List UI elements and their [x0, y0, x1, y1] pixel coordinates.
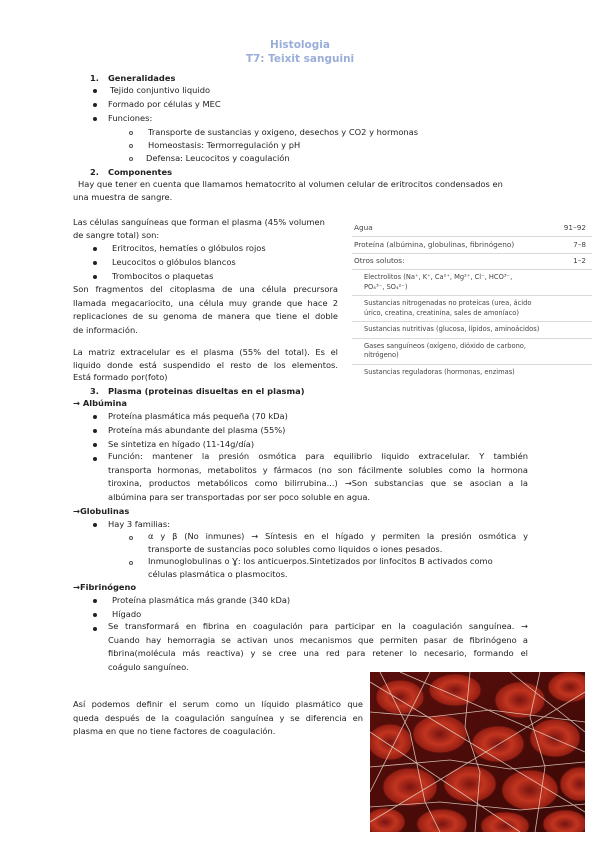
serum-paragraph	[73, 698, 363, 739]
list-item: Leucocitos o glóbulos blancos	[112, 257, 236, 267]
bullet-icon	[93, 117, 97, 121]
table-row	[352, 322, 592, 339]
fibrinogen-coagulation	[108, 620, 528, 674]
blood-clot-image	[370, 672, 585, 832]
table-row	[352, 339, 592, 365]
section-title: Plasma (proteinas disueltas en el plasma)	[108, 386, 305, 396]
paragraph-line: fibrina(molécula más reactiva) y se cree una red para retener lo necesario, formando el	[108, 648, 528, 658]
table-cell: 7–8	[573, 240, 586, 249]
list-item: Tejido conjuntivo liquido	[110, 85, 211, 95]
table-cell: Sustancias nutritivas (glucosa, lípidos, aminoácidos)	[364, 325, 540, 333]
paragraph-line: transporta hormonas, metabolitos y fármacos (no son fácilmente solubles como la hormona	[108, 464, 528, 475]
paragraph-line: Las células sanguíneas que forman el plasma (45% volumen	[73, 217, 325, 227]
sub-bullet-icon	[129, 536, 133, 540]
bullet-icon	[93, 275, 97, 279]
paragraph-line: de información.	[73, 324, 138, 335]
sub-bullet-icon	[129, 131, 133, 135]
table-row	[352, 365, 592, 381]
paragraph-line: Función: mantener la presión osmótica para equilibrio liquido extracelular. Y también	[108, 451, 528, 461]
list-item: Se sintetiza en hígado (11-14g/día)	[108, 439, 255, 449]
sub-list-item: Transporte de sustancias y oxigeno, desechos y CO2 y hormonas	[148, 127, 419, 137]
paragraph-line: replicaciones de su genoma de manera que tiene el doble	[73, 311, 338, 321]
sub-bullet-icon	[129, 561, 133, 565]
table-cell: 91–92	[563, 223, 586, 232]
bullet-icon	[93, 89, 97, 93]
table-cell: Otros solutos:	[354, 256, 405, 265]
paragraph-line: α y β (No inmunes) → Síntesis en el hígado y permiten la presión osmótica y	[148, 531, 528, 541]
albumin-function	[108, 450, 528, 504]
sub-bullet-icon	[129, 144, 133, 148]
list-item: Eritrocitos, hematíes o glóbulos rojos	[112, 243, 266, 253]
paragraph-line: Así podemos definir el serum como un líquido plasmático que	[73, 699, 363, 709]
paragraph-line: liquido donde está suspendido el resto de los elementos.	[73, 359, 338, 370]
bullet-icon	[93, 613, 97, 617]
document-subtitle: T7: Teixit sanguini	[245, 53, 355, 65]
list-item: Proteína plasmática más grande (340 kDa)	[112, 595, 291, 605]
table-row	[352, 270, 592, 296]
section-number: 2.	[90, 167, 99, 177]
blood-clot-illustration	[370, 672, 585, 832]
list-item: Hígado	[112, 609, 142, 619]
paragraph-line: Son fragmentos del citoplasma de una célula precursora	[73, 284, 338, 294]
globulins-gamma	[148, 555, 533, 581]
list-item: Trombocitos o plaquetas	[112, 271, 214, 281]
paragraph-line: células plasmática o plasmocitos.	[148, 569, 288, 579]
list-item: Hay 3 familias:	[108, 519, 170, 529]
paragraph-line: Cuando hay hemorragia se activan unos mecanismos que permiten pasar de fibrinógeno a	[108, 634, 528, 645]
table-cell: Electrolitos (Na⁺, K⁺, Ca²⁺, Mg²⁺, Cl⁻, HCO³⁻,	[364, 273, 513, 281]
list-item: Proteína más abundante del plasma (55%)	[108, 425, 286, 435]
bullet-icon	[93, 443, 97, 447]
table-cell: 1–2	[573, 256, 586, 265]
table-cell: PO₄³⁻, SO₄²⁻)	[364, 282, 408, 291]
plasma-composition-table	[352, 222, 592, 380]
table-row	[352, 296, 592, 322]
table-row	[352, 254, 592, 270]
paragraph-line: queda después de la coagulación sanguínea y se diferencia en	[73, 712, 363, 723]
paragraph-line: tiroxina, productos metabólicos como bilirrubina...) →Son substancias que se asocian a la	[108, 478, 528, 488]
paragraph-line: Se transformará en fibrina en coagulación para participar en la coagulación sanguínea. →	[108, 621, 528, 631]
bullet-icon	[93, 415, 97, 419]
table-cell: Gases sanguíneos (oxígeno, dióxido de carbono,	[364, 341, 527, 350]
subsection-title: →Fibrinógeno	[73, 582, 137, 592]
paragraph-line: plasma en que no tiene factores de coagulación.	[73, 726, 276, 736]
bullet-icon	[93, 429, 97, 433]
paragraph-line: coágulo sanguíneo.	[108, 661, 189, 672]
paragraph-line: una muestra de sangre.	[73, 192, 173, 202]
paragraph-line: Hay que tener en cuenta que llamamos hematocrito al volumen celular de eritrocitos condensados en	[78, 179, 503, 189]
sub-bullet-icon	[129, 157, 133, 161]
table-row	[352, 237, 592, 254]
list-item: Proteína plasmática más pequeña (70 kDa)	[108, 411, 288, 421]
table-cell: úrico, creatina, creatinina, sales de amoníaco)	[364, 308, 520, 317]
sub-list-item: Defensa: Leucocitos y coagulación	[146, 153, 290, 163]
globulins-alpha-beta	[148, 530, 528, 556]
subsection-title: →Globulinas	[73, 506, 130, 516]
section-title: Generalidades	[108, 73, 176, 83]
paragraph-line: Inmunoglobulinas o Ɣ: los anticuerpos.Sintetizados por linfocitos B activados como	[148, 556, 493, 566]
bullet-icon	[93, 627, 97, 631]
bullet-icon	[93, 247, 97, 251]
table-cell: nitrógeno)	[364, 351, 399, 359]
paragraph-line: La matriz extracelular es el plasma (55% del total). Es el	[73, 347, 338, 357]
section-title: Componentes	[108, 167, 173, 177]
bullet-icon	[93, 103, 97, 107]
paragraph-line: de sangre total) son:	[73, 230, 160, 240]
subsection-title: → Albúmina	[73, 398, 127, 408]
matrix-paragraph	[73, 346, 338, 384]
list-item: Formado por células y MEC	[108, 99, 221, 109]
bullet-icon	[93, 523, 97, 527]
section-number: 1.	[90, 73, 99, 83]
list-item: Funciones:	[108, 113, 153, 123]
bullet-icon	[93, 599, 97, 603]
sub-list-item: Homeostasis: Termorregulación y pH	[148, 140, 301, 150]
table-row	[352, 222, 592, 237]
paragraph-line: Está formado por(foto)	[73, 372, 168, 382]
table-cell: Proteína (albúmina, globulinas, fibrinógeno)	[354, 240, 515, 249]
table-cell: Agua	[354, 223, 373, 232]
paragraph-line: transporte de sustancias poco solubles como liquidos o iones pesados.	[148, 544, 443, 554]
bullet-icon	[93, 261, 97, 265]
paragraph-line: llamada megacariocito, una célula muy grande que hace 2	[73, 297, 338, 308]
table-cell: Sustancias nitrogenadas no proteicas (urea, ácido	[364, 299, 532, 307]
document-title: Histologia	[270, 39, 330, 51]
paragraph-line: albúmina para ser transportadas por ser poco soluble en agua.	[108, 491, 371, 502]
bullet-icon	[93, 457, 97, 461]
fragments-paragraph	[73, 283, 338, 337]
table-cell: Sustancias reguladoras (hormonas, enzimas)	[364, 367, 515, 376]
section-number: 3.	[90, 386, 99, 396]
